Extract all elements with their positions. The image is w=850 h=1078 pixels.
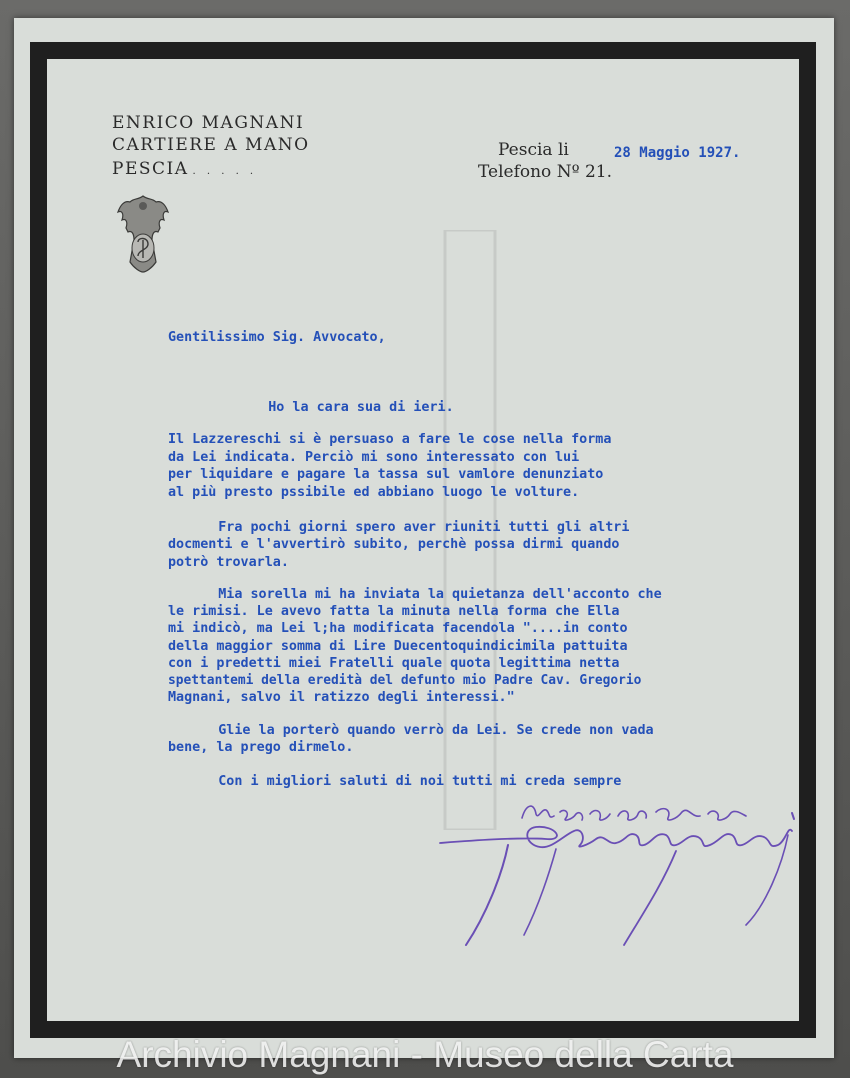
salutation: Gentilissimo Sig. Avvocato, (168, 330, 386, 345)
letterhead-name: ENRICO MAGNANI (112, 113, 305, 133)
archive-watermark: Archivio Magnani - Museo della Carta (116, 1034, 734, 1075)
letter-date: 28 Maggio 1927. (614, 145, 741, 161)
body-line: Glie la porterò quando verrò da Lei. Se crede non vada (186, 723, 654, 738)
body-line: spettantemi della eredità del defunto mio Padre Cav. Gregorio (168, 673, 642, 688)
body-line: le rimisi. Le avevo fatta la minuta nella forma che Ella (168, 604, 620, 619)
body-line: della maggior somma di Lire Duecentoquindicimila pattuita (168, 639, 628, 654)
eagle-crest-icon (114, 192, 172, 274)
body-line: mi indicò, ma Lei l;ha modificata facendola "....in conto (168, 621, 628, 636)
body-line: da Lei indicata. Perciò mi sono interessato con lui (168, 450, 580, 465)
body-line: Con i migliori saluti di noi tutti mi creda sempre (186, 774, 622, 789)
body-line: Ho la cara sua di ieri. (236, 400, 454, 415)
letterhead-trade: CARTIERE A MANO (112, 135, 310, 155)
phone-label: Telefono Nº 21. (478, 162, 612, 182)
body-line: Il Lazzereschi si è persuaso a fare le cose nella forma (168, 432, 612, 447)
body-line: docmenti e l'avvertirò subito, perchè possa dirmi quando (168, 537, 620, 552)
body-line: potrò trovarla. (168, 555, 289, 570)
body-line: bene, la prego dirmelo. (168, 740, 354, 755)
body-line: Fra pochi giorni spero aver riuniti tutti gli altri (186, 520, 630, 535)
body-line: Magnani, salvo il ratizzo degli interessi." (168, 690, 515, 705)
body-line: con i predetti miei Fratelli quale quota legittima netta (168, 656, 620, 671)
body-line: al più presto pssibile ed abbiano luogo le volture. (168, 485, 580, 500)
body-line: Mia sorella mi ha inviata la quietanza dell'acconto che (186, 587, 662, 602)
body-line: per liquidare e pagare la tassa sul vamlore denunziato (168, 467, 604, 482)
handwritten-signature (436, 805, 806, 955)
letterhead-city: PESCIA . . . . . (112, 159, 258, 179)
place-label: Pescia li (498, 140, 569, 160)
